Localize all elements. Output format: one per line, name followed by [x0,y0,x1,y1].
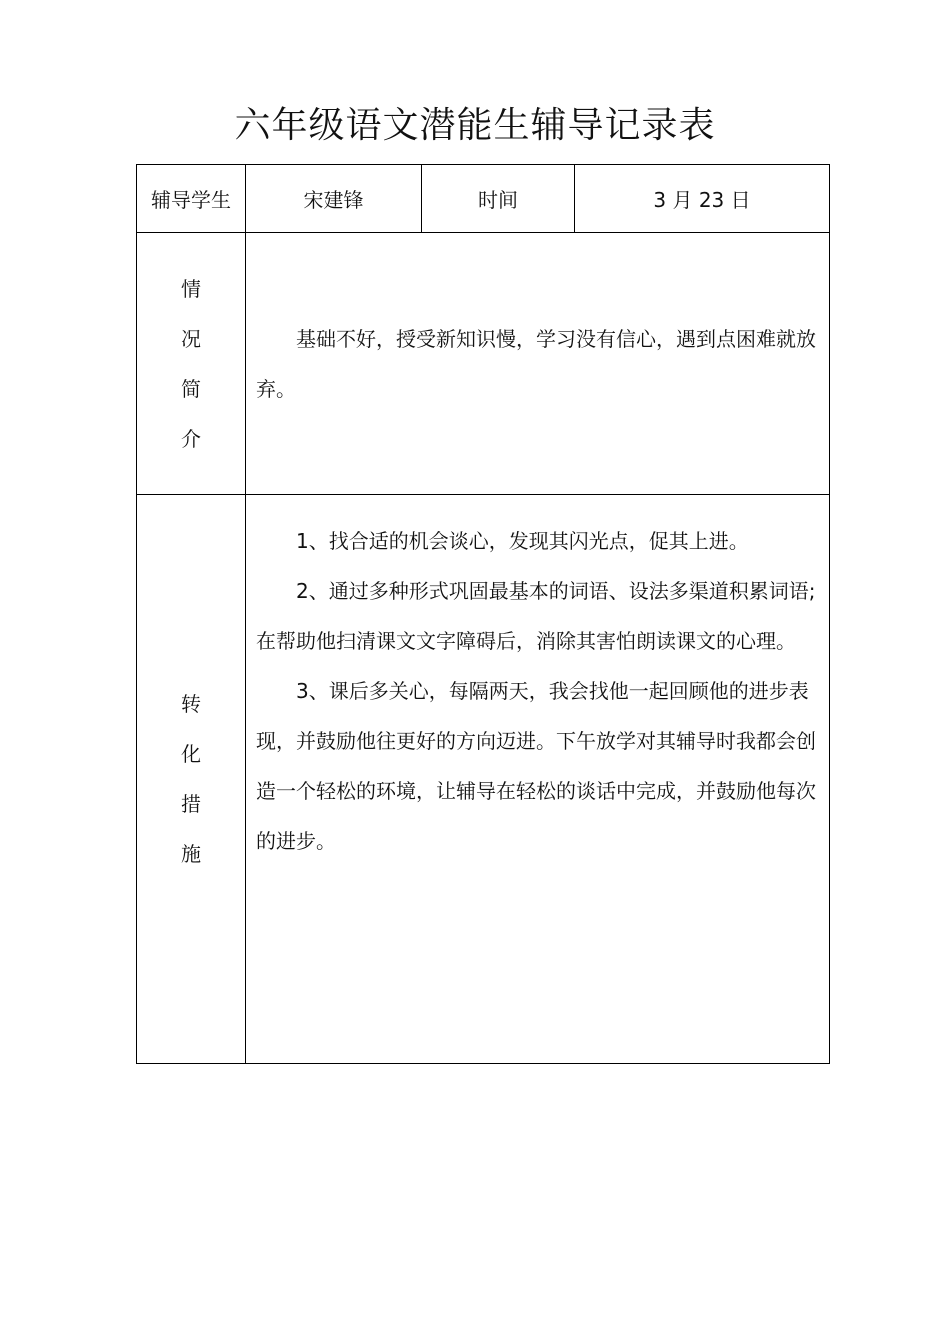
intro-label-char: 简 [181,376,201,401]
student-name: 宋建锋 [246,165,422,233]
intro-content [246,233,830,495]
header-row [137,165,830,233]
intro-label-char: 介 [181,426,201,451]
measures-label-char: 施 [181,842,201,866]
measure-item: 2、通过多种形式巩固最基本的词语、设法多渠道积累词语;在帮助他扫清课文文字障碍后，消除其害怕朗读课文的心理。 [256,579,816,653]
time-label: 时间 [422,165,575,233]
measures-label-char: 转 [181,692,201,716]
student-label: 辅导学生 [137,165,246,233]
record-table [136,164,830,1064]
intro-text: 基础不好，授受新知识慢，学习没有信心，遇到点困难就放弃。 [256,326,816,401]
time-value: 3 月 23 日 [575,165,830,233]
intro-row [137,233,830,495]
page-title: 六年级语文潜能生辅导记录表 [234,105,716,146]
intro-label [137,233,246,495]
intro-label-char: 情 [181,276,201,301]
intro-label-char: 况 [181,326,201,351]
measures-label-char: 措 [181,792,201,816]
measure-item: 3、课后多关心，每隔两天，我会找他一起回顾他的进步表现，并鼓励他往更好的方向迈进。下午放学对其辅导时我都会创造一个轻松的环境，让辅导在轻松的谈话中完成，并鼓励他每次的进步。 [256,679,816,853]
measures-row [137,495,830,1064]
measures-label-char: 化 [181,742,201,766]
measures-content [246,495,830,1064]
measures-label [137,495,246,1064]
measure-item: 1、找合适的机会谈心，发现其闪光点，促其上进。 [296,529,749,553]
